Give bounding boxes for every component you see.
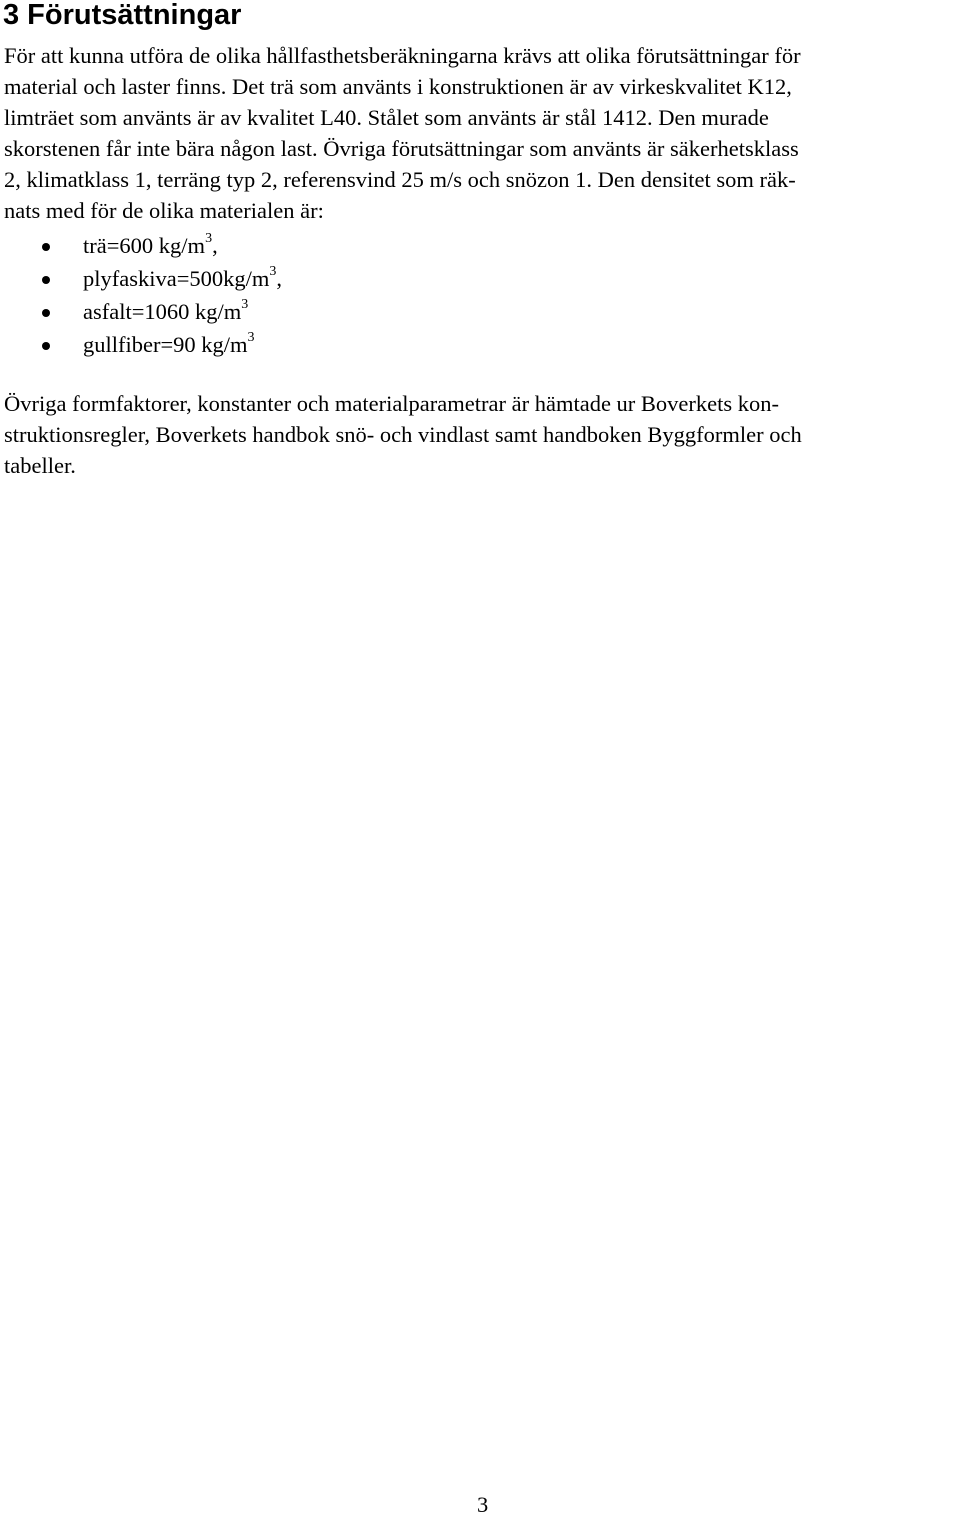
list-item [0,229,282,262]
list-item [0,262,282,295]
paragraph-line: struktionsregler, Boverkets handbok snö- och vindlast samt handboken Byggformler och [4,422,802,447]
material-density-list [0,229,282,361]
paragraph-line: 2, klimatklass 1, terräng typ 2, referensvind 25 m/s och snözon 1. Den densitet som räk- [4,167,796,192]
material-density: trä=600 $kg/m^3$, [83,230,218,258]
list-item [0,328,282,361]
bullet-icon [42,342,50,350]
material-density: gullfiber=90 $kg/m^3$ [83,329,255,357]
paragraph-line: tabeller. [4,453,76,478]
sources-paragraph [4,388,960,481]
section-heading: 3 Förutsättningar [3,0,242,31]
bullet-icon [42,276,50,284]
paragraph-line: nats med för de olika materialen är: [4,198,324,223]
bullet-icon [42,309,50,317]
material-density: $plyfaskiva=500kg/m^3$, [83,263,283,291]
bullet-icon [42,243,50,251]
paragraph-line: material och laster finns. Det trä som använts i konstruktionen är av virkeskvalitet K12, [4,74,792,99]
page-number: 3 [477,1492,489,1517]
material-density: asfalt=1060 $kg/m^3$ [83,296,249,324]
list-item [0,295,282,328]
requirements-paragraph [4,40,960,226]
paragraph-line: limträet som använts är av kvalitet L40. Stålet som använts är stål 1412. Den murade [4,105,769,130]
paragraph-line: Övriga formfaktorer, konstanter och materialparametrar är hämtade ur Boverkets kon- [4,391,780,416]
paragraph-line: skorstenen får inte bära någon last. Övriga förutsättningar som använts är säkerhetsklass [4,136,799,161]
paragraph-line: För att kunna utföra de olika hållfasthetsberäkningarna krävs att olika förutsättningar för [4,43,801,68]
